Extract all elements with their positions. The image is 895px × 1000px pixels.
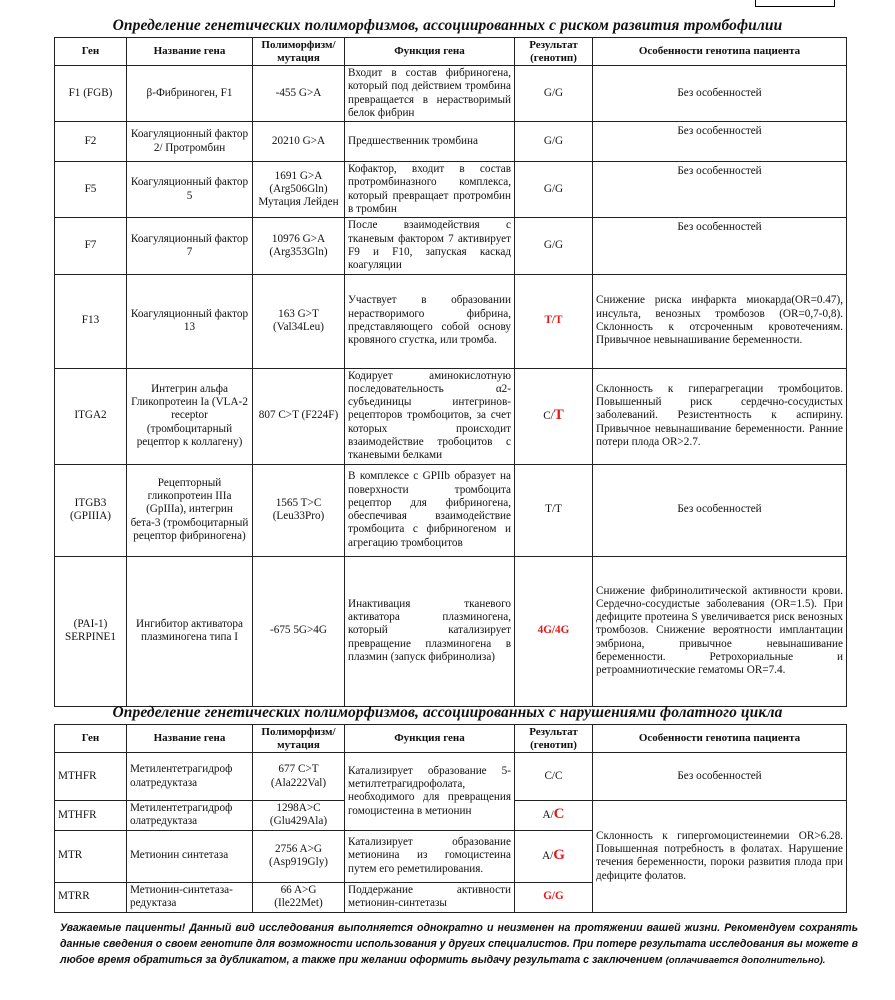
table-row	[55, 162, 847, 218]
table-row	[55, 753, 847, 801]
table-header-row	[55, 725, 847, 753]
gene-name-cell: Интегрин альфа Гликопротеин Ia (VLA-2 receptor (тромбоцитарный рецептор к коллагену)	[127, 368, 253, 464]
polymorphism-cell: 807 C>T (F224F)	[253, 368, 345, 464]
function-cell: Инактивация тканевого активатора плазминогена, который катализирует превращение плазминогена в плазмин (запуск фибринолиза)	[345, 556, 515, 706]
thrombophilia-table	[54, 37, 847, 707]
polymorphism-cell: 20210 G>A	[253, 122, 345, 162]
patient-note-text: Уважаемые пациенты! Данный вид исследования выполняется однократно и неизменен на протяжении вашей жизни. Рекомендуем сохранять данные сведения о своем генотипе для возможности использования у других специалистов. При потере результата исследования вы можете в любое время обратиться за дубликатом, а также при желании оформить выдачу результата с заключением	[60, 922, 858, 966]
notes-cell: Без особенностей	[593, 753, 847, 801]
table-row	[55, 218, 847, 274]
gene-name-cell: Рецепторный гликопротеин IIIa (GpIIIa), интегрин бета-3 (тромбоцитарный рецептор фибриногена)	[127, 464, 253, 556]
notes-cell: Без особенностей	[593, 162, 847, 218]
gene-cell: MTHFR	[55, 753, 127, 801]
result-allele-risk: C	[553, 806, 565, 823]
gene-name-cell: Метилентетрагидроф олатредуктаза	[127, 753, 253, 801]
function-cell: Участвует в образовании нерастворимого фибрина, представляющего собой основу кровяного сгустка, или тромба.	[345, 274, 515, 368]
section1-title: Определение генетических полиморфизмов, ассоциированных с риском развития тромбофилии	[112, 17, 783, 34]
header-gene-name: Название гена	[127, 725, 253, 753]
folate-table	[54, 724, 847, 913]
header-function: Функция гена	[345, 38, 515, 66]
gene-name-cell: Ингибитор активатора плазминогена типа I	[127, 556, 253, 706]
notes-cell: Снижение риска инфаркта миокарда(OR=0.47), инсульта, венозных тромбозов (OR=0,7-0,8). Склонность к отсроченным кровотечениям. Привычное невынашивание беременности.	[593, 274, 847, 368]
polymorphism-cell: 1565 T>C (Leu33Pro)	[253, 464, 345, 556]
polymorphism-cell: 2756 A>G (Asp919Gly)	[253, 830, 345, 882]
gene-cell: MTHFR	[55, 801, 127, 831]
gene-cell: MTR	[55, 830, 127, 882]
result-cell: G/G	[515, 882, 593, 912]
table-row	[55, 66, 847, 122]
function-cell: Входит в состав фибриногена, который под действием тромбина превращается в нерастворимый белок фибрин	[345, 66, 515, 122]
polymorphism-cell: 677 C>T (Ala222Val)	[253, 753, 345, 801]
gene-name-cell: β-Фибриноген, F1	[127, 66, 253, 122]
polymorphism-cell: 1691 G>A (Arg506Gln) Мутация Лейден	[253, 162, 345, 218]
gene-name-cell: Коагуляционный фактор 2/ Протромбин	[127, 122, 253, 162]
header-function: Функция гена	[345, 725, 515, 753]
result-cell: G/G	[515, 66, 593, 122]
gene-cell: F7	[55, 218, 127, 274]
result-cell: T/T	[515, 464, 593, 556]
notes-cell: Без особенностей	[593, 66, 847, 122]
table-row	[55, 274, 847, 368]
result-cell: G/G	[515, 122, 593, 162]
function-cell: Кофактор, входит в состав протромбиназного комплекса, который превращает протромбин в тромбин	[345, 162, 515, 218]
header-result: Результат (генотип)	[515, 725, 593, 753]
gene-name-cell: Метионин-синтетаза-редуктаза	[127, 882, 253, 912]
function-cell: Предшественник тромбина	[345, 122, 515, 162]
result-cell	[515, 801, 593, 831]
polymorphism-cell: 10976 G>A (Arg353Gln)	[253, 218, 345, 274]
result-allele-normal: A/	[542, 809, 554, 822]
notes-cell: Без особенностей	[593, 464, 847, 556]
polymorphism-cell: -455 G>A	[253, 66, 345, 122]
polymorphism-cell: 1298A>C (Glu429Ala)	[253, 801, 345, 831]
function-cell: После взаимодействия с тканевым фактором 7 активирует F9 и F10, запуская каскад коагуляции	[345, 218, 515, 274]
polymorphism-cell: -675 5G>4G	[253, 556, 345, 706]
result-allele-normal: A/	[542, 849, 554, 862]
gene-name-cell: Метилентетрагидроф олатредуктаза	[127, 801, 253, 831]
result-cell	[515, 368, 593, 464]
gene-name-cell: Коагуляционный фактор 7	[127, 218, 253, 274]
gene-cell: (PAI-1) SERPINE1	[55, 556, 127, 706]
gene-cell: ITGB3 (GPIIIA)	[55, 464, 127, 556]
gene-name-cell: Коагуляционный фактор 13	[127, 274, 253, 368]
notes-cell: Снижение фибринолитической активности крови. Сердечно-сосудистые заболевания (OR=1.5). При дефиците протеина S увеличивается риск венозных тромбозов. Снижение вероятности имплантации эмбриона, привычное невынашивание беременности. Ретрохориальные и ретроамниотические гематомы OR=7.4.	[593, 556, 847, 706]
gene-cell: F13	[55, 274, 127, 368]
gene-name-cell: Метионин синтетаза	[127, 830, 253, 882]
result-cell: 4G/4G	[515, 556, 593, 706]
polymorphism-cell: 163 G>T (Val34Leu)	[253, 274, 345, 368]
table-row	[55, 556, 847, 706]
header-gene: Ген	[55, 725, 127, 753]
patient-note-paid: (оплачивается дополнительно).	[665, 955, 826, 966]
function-cell: Катализирует образование метионина из гомоцистеина путем его реметилирования.	[345, 830, 515, 882]
function-cell: В комплексе с GPIIb образует на поверхности тромбоцита рецептор для фибриногена, обеспечивая взаимодействие тромбоцита с фибриногеном и агрегацию тромбоцитов	[345, 464, 515, 556]
header-gene-name: Название гена	[127, 38, 253, 66]
result-cell	[515, 830, 593, 882]
notes-cell: Без особенностей	[593, 122, 847, 162]
polymorphism-cell: 66 A>G (Ile22Met)	[253, 882, 345, 912]
table-row	[55, 464, 847, 556]
result-allele-risk: T	[553, 406, 564, 423]
result-cell: G/G	[515, 162, 593, 218]
gene-cell: ITGA2	[55, 368, 127, 464]
function-cell: Катализирует образование 5-метилтетрагидрофолата, необходимого для превращения гомоцистеина в метионин	[345, 753, 515, 831]
notes-cell: Склонность к гиперагрегации тромбоцитов. Повышенный риск сердечно-сосудистых заболеваний. Резистентность к аспирину. Привычное невынашивание беременности. Ранние потери плода OR>2.7.	[593, 368, 847, 464]
result-allele-risk: G	[553, 846, 565, 863]
header-polymorphism: Полиморфизм/ мутация	[253, 725, 345, 753]
gene-cell: F5	[55, 162, 127, 218]
section2-title: Определение генетических полиморфизмов, ассоциированных с нарушениями фолатного цикла	[112, 704, 783, 721]
header-notes: Особенности генотипа пациента	[593, 38, 847, 66]
header-polymorphism: Полиморфизм/ мутация	[253, 38, 345, 66]
gene-cell: MTRR	[55, 882, 127, 912]
top-box	[755, 0, 835, 7]
table-row	[55, 122, 847, 162]
result-cell: G/G	[515, 218, 593, 274]
header-notes: Особенности генотипа пациента	[593, 725, 847, 753]
gene-cell: F2	[55, 122, 127, 162]
notes-cell: Склонность к гипергомоцистеинемии OR>6.28. Повышенная потребность в фолатах. Нарушение течения беременности, пороки развития плода при дефиците фолатов.	[593, 801, 847, 913]
table-header-row	[55, 38, 847, 66]
header-gene: Ген	[55, 38, 127, 66]
notes-cell: Без особенностей	[593, 218, 847, 274]
table-row	[55, 368, 847, 464]
patient-note	[60, 920, 858, 969]
function-cell: Поддержание активности метионин-синтетазы	[345, 882, 515, 912]
result-allele-normal: C/	[543, 409, 554, 422]
gene-cell: F1 (FGB)	[55, 66, 127, 122]
function-cell: Кодирует аминокислотную последовательность α2-субъединицы интегринов-рецепторов тромбоцитов, за счет которых происходит взаимодействие тробоцитов с тканевыми белками	[345, 368, 515, 464]
header-result: Результат (генотип)	[515, 38, 593, 66]
result-cell: T/T	[515, 274, 593, 368]
result-cell: C/C	[515, 753, 593, 801]
gene-name-cell: Коагуляционный фактор 5	[127, 162, 253, 218]
